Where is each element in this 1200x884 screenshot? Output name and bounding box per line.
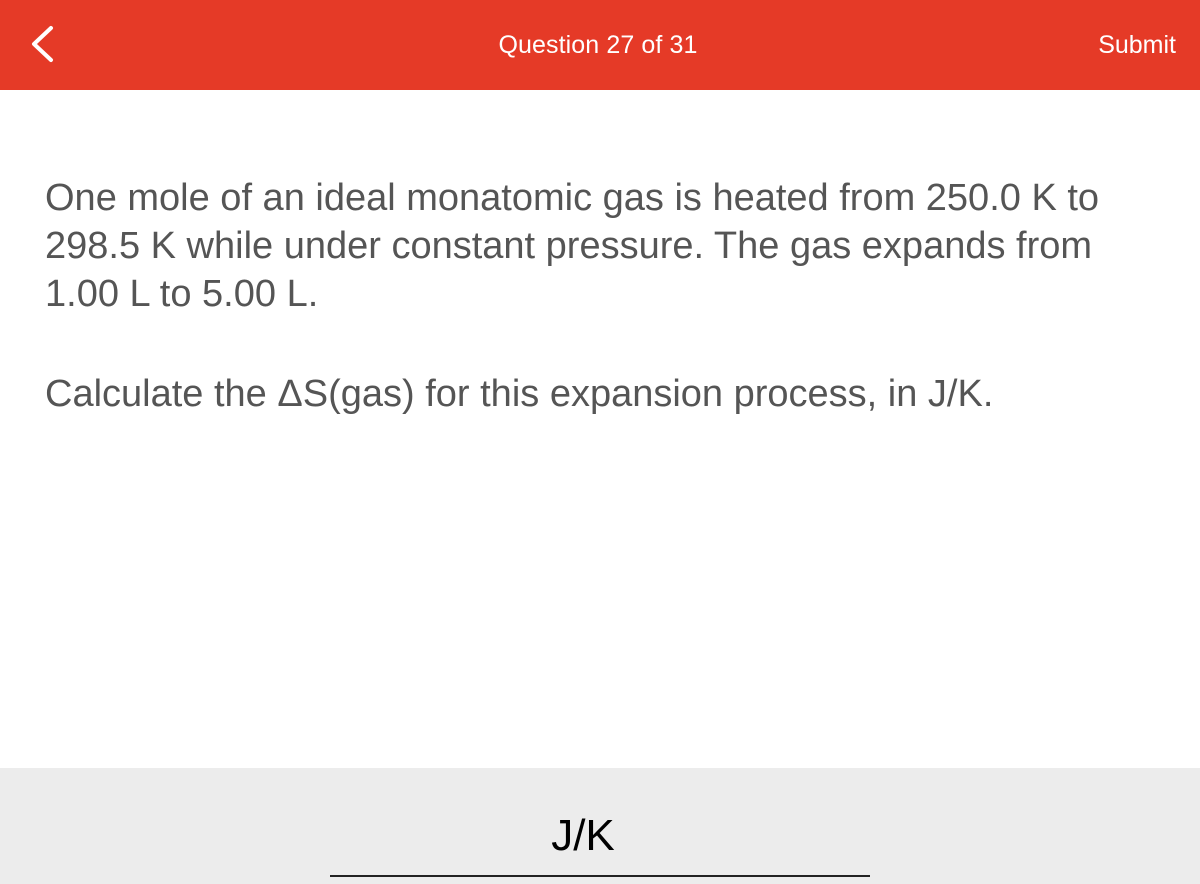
submit-button[interactable]: Submit	[1098, 31, 1176, 59]
question-text: One mole of an ideal monatomic gas is heated from 250.0 K to 298.5 K while under constant pressure. The gas expands from 1.00 L to 5.00 L.	[45, 177, 1100, 315]
answer-panel	[0, 768, 1200, 884]
unit-label: J/K	[551, 811, 615, 860]
answer-input-line[interactable]	[330, 875, 870, 877]
question-counter-title: Question 27 of 31	[498, 31, 698, 59]
question-prompt: Calculate the ΔS(gas) for this expansion process, in J/K.	[45, 373, 994, 415]
top-bar	[0, 0, 1200, 90]
